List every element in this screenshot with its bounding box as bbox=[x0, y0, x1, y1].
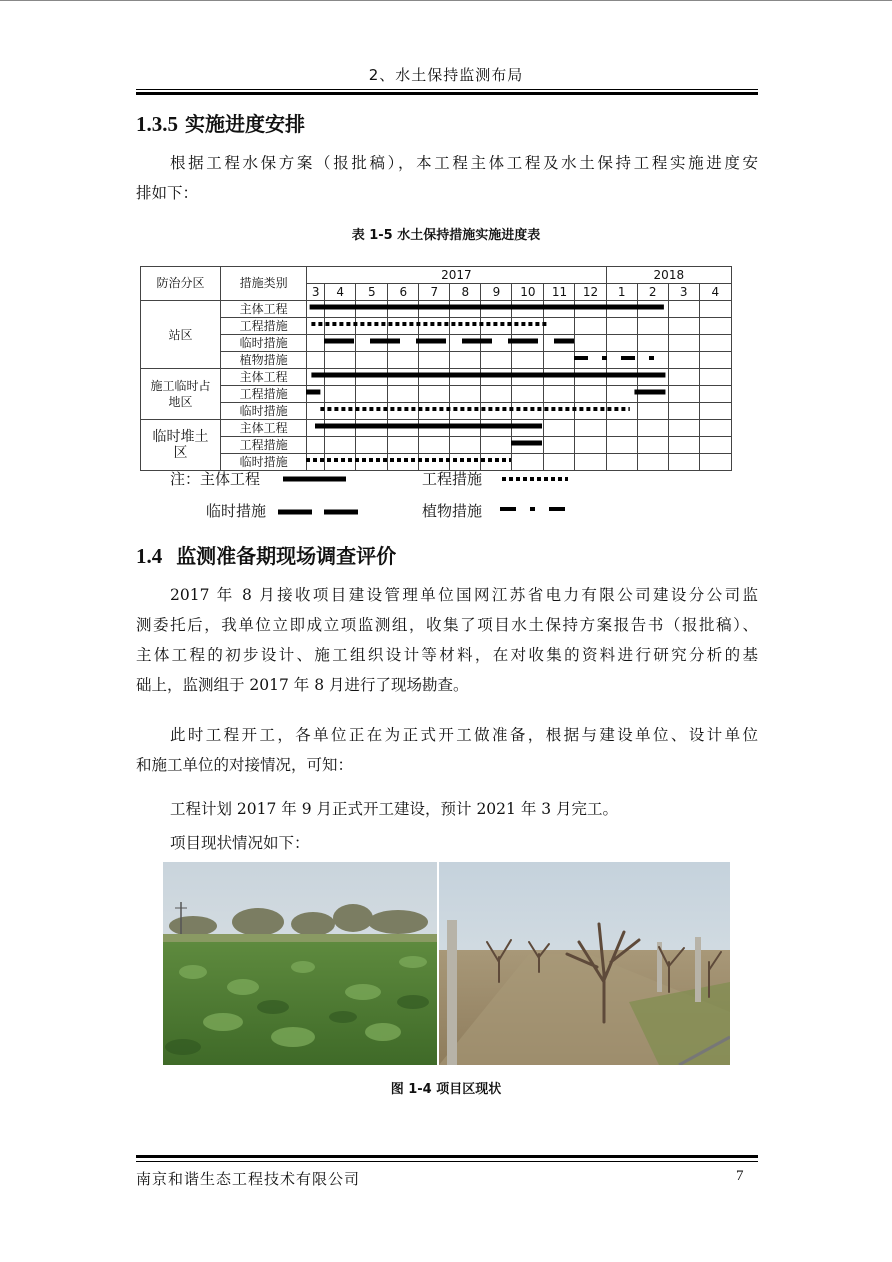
paragraph-status bbox=[136, 720, 758, 780]
category-cell: 工程措施 bbox=[221, 318, 307, 335]
figure-caption: 图 1-4 项目区现状 bbox=[390, 1082, 502, 1097]
month-cell: 1 bbox=[606, 284, 637, 301]
zone-name-line: 地区 bbox=[168, 395, 193, 409]
category-cell: 临时措施 bbox=[221, 335, 307, 352]
table-caption: 表 1-5 水土保持措施实施进度表 bbox=[351, 228, 541, 243]
month-cell: 5 bbox=[356, 284, 388, 301]
legend-temporary-label: 临时措施 bbox=[206, 502, 267, 520]
section-number: 1.3.5 bbox=[136, 112, 178, 136]
text-line: 2017 年 8 月接收项目建设管理单位国网江苏省电力有限公司建设分公司监 bbox=[170, 586, 758, 604]
text-line: 测委托后，我单位立即成立项监测组，收集了项目水土保持方案报告书（报批稿）、 bbox=[136, 616, 758, 634]
month-cell: 6 bbox=[388, 284, 419, 301]
category-cell: 主体工程 bbox=[221, 420, 307, 437]
month-cell: 2 bbox=[637, 284, 668, 301]
section-title: 监测准备期现场调查评价 bbox=[176, 544, 397, 568]
text-line: 工程计划 2017 年 9 月正式开工建设，预计 2021 年 3 月完工。 bbox=[170, 800, 619, 818]
photo-vegetable-field bbox=[163, 862, 437, 1065]
photo-orchard bbox=[439, 862, 730, 1065]
text-line: 主体工程的初步设计、施工组织设计等材料，在对收集的资料进行研究分析的基 bbox=[136, 646, 758, 664]
section-number: 1.4 bbox=[136, 544, 163, 568]
text-line: 和施工单位的对接情况，可知： bbox=[136, 756, 354, 774]
month-cell: 11 bbox=[544, 284, 575, 301]
category-cell: 主体工程 bbox=[221, 369, 307, 386]
category-cell: 临时措施 bbox=[221, 454, 307, 471]
month-cell: 7 bbox=[419, 284, 450, 301]
text-line: 项目现状情况如下： bbox=[170, 834, 310, 852]
text-line: 础上，监测组于 2017 年 8 月进行了现场勘查。 bbox=[136, 676, 469, 694]
category-cell: 主体工程 bbox=[221, 301, 307, 318]
legend-plant-label: 植物措施 bbox=[422, 502, 483, 520]
zone-station: 站区 bbox=[141, 301, 221, 369]
text-line: 排如下： bbox=[136, 184, 199, 202]
footer-rule-thick bbox=[136, 1155, 758, 1158]
paragraph-photos-intro bbox=[136, 828, 758, 858]
header-zone: 防治分区 bbox=[141, 267, 221, 301]
zone-name-line: 临时堆土 bbox=[152, 429, 209, 445]
month-cell: 3 bbox=[307, 284, 325, 301]
zone-name-line: 施工临时占 bbox=[150, 379, 211, 393]
month-cell: 9 bbox=[481, 284, 512, 301]
month-cell: 12 bbox=[575, 284, 606, 301]
paragraph-plan bbox=[136, 794, 758, 824]
month-cell: 10 bbox=[512, 284, 544, 301]
month-cell: 4 bbox=[325, 284, 356, 301]
text-line: 此时工程开工，各单位正在为正式开工做准备，根据与建设单位、设计单位 bbox=[170, 726, 758, 744]
paragraph-survey bbox=[136, 580, 758, 700]
header-category: 措施类别 bbox=[221, 267, 307, 301]
section-title: 实施进度安排 bbox=[184, 112, 305, 136]
category-cell: 工程措施 bbox=[221, 386, 307, 403]
category-cell: 植物措施 bbox=[221, 352, 307, 369]
running-header: 2、水土保持监测布局 bbox=[368, 66, 524, 84]
text-line: 根据工程水保方案（报批稿），本工程主体工程及水土保持工程实施进度安 bbox=[170, 154, 758, 172]
month-cell: 3 bbox=[668, 284, 699, 301]
month-cell: 8 bbox=[450, 284, 481, 301]
section-heading-1-4 bbox=[136, 540, 396, 569]
year-2017: 2017 bbox=[307, 267, 606, 284]
legend-main-label: 主体工程 bbox=[200, 470, 261, 488]
legend-note-prefix: 注： bbox=[170, 470, 201, 488]
legend-engineering-label: 工程措施 bbox=[422, 470, 483, 488]
month-cell: 4 bbox=[699, 284, 731, 301]
zone-name-line: 区 bbox=[173, 445, 188, 461]
category-cell: 临时措施 bbox=[221, 403, 307, 420]
footer-rule-thin bbox=[136, 1161, 758, 1162]
page-number: 7 bbox=[736, 1168, 744, 1184]
category-cell: 工程措施 bbox=[221, 437, 307, 454]
year-2018: 2018 bbox=[606, 267, 731, 284]
footer-company: 南京和谐生态工程技术有限公司 bbox=[136, 1170, 361, 1188]
